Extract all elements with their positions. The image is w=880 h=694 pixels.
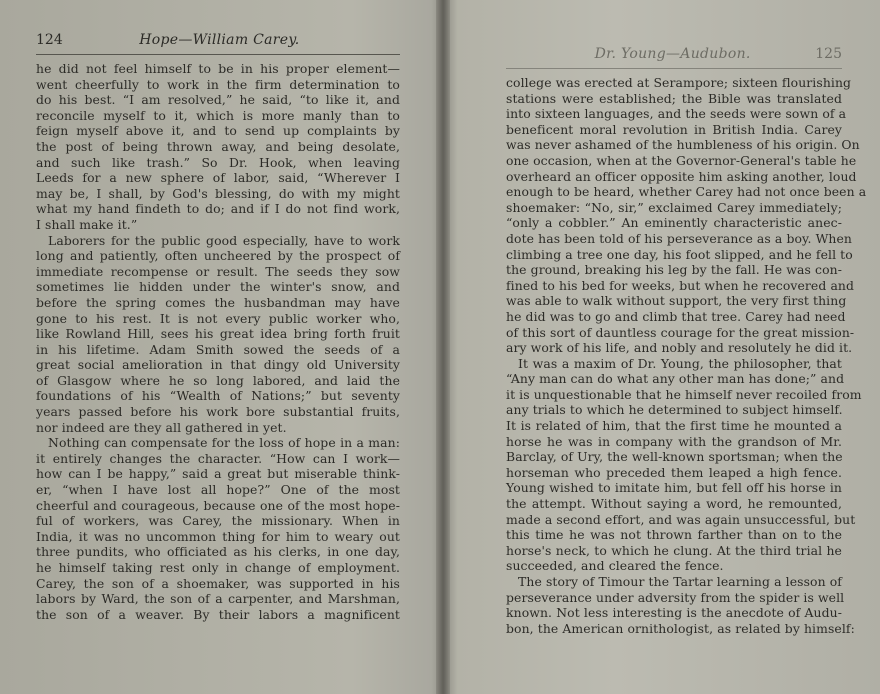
text-line: “Any man can do what any other man has done;” and — [506, 371, 845, 387]
text-line: It was a maxim of Dr. Young, the philosopher, that — [518, 355, 842, 371]
text-line: succeeded, and cleared the fence. — [506, 558, 724, 574]
text-line: college was erected at Serampore; sixteen flourishing — [506, 75, 852, 90]
text-line: “only a cobbler.” An eminently characteristic anec- — [506, 215, 842, 231]
text-line: climbing a tree one day, his foot slipped, and he fell to — [506, 246, 853, 262]
text-line: The story of Timour the Tartar learning a lesson of — [518, 574, 842, 589]
text-line: enough to be heard, whether Carey had not once been a — [506, 184, 867, 200]
text-line: perseverance under adversity from the spider is well — [506, 589, 845, 605]
text-line: do his best. “I am resolved,” he said, “to like it, and — [36, 92, 400, 108]
right-head-rule — [506, 68, 842, 69]
text-line: made a second effort, and was again unsuccessful, but — [506, 511, 856, 527]
text-line: of Glasgow where he so long labored, and laid the — [36, 372, 400, 388]
text-line: and such like trash.” So Dr. Hook, when leaving — [36, 154, 400, 170]
right-page-body — [506, 75, 867, 636]
text-line: bon, the American ornithologist, as related by himself: — [506, 620, 855, 636]
text-line: one occasion, when at the Governor-General's table he — [506, 152, 857, 168]
text-line: Young wished to imitate him, but fell off his horse in — [506, 480, 842, 496]
text-line: it is unquestionable that he himself never recoiled from — [506, 386, 862, 402]
text-line: long and patiently, often uncheered by the prospect of — [36, 248, 400, 264]
text-line: was able to walk without support, the very first thing — [506, 293, 847, 309]
text-line: feign myself above it, and to send up complaints by — [36, 123, 400, 139]
text-line: any trials to which he determined to subject himself. — [506, 402, 843, 418]
text-line: it entirely changes the character. “How can I work— — [36, 450, 400, 466]
text-line: shoemaker: “No, sir,” exclaimed Carey immediately; — [506, 199, 842, 215]
text-line: like Rowland Hill, sees his great idea bring forth fruit — [36, 326, 400, 342]
text-line: sometimes lie hidden under the winter's snow, and — [36, 279, 400, 295]
text-line: Carey, the son of a shoemaker, was supported in his — [36, 575, 400, 591]
left-running-title: Hope—William Carey. — [139, 32, 300, 48]
right-page — [446, 0, 880, 694]
text-line: immediate recompense or result. The seeds they sow — [36, 263, 400, 279]
left-head-rule — [36, 54, 400, 55]
text-line: known. Not less interesting is the anecdote of Audu- — [506, 605, 842, 621]
text-line: Nothing can compensate for the loss of hope in a man: — [48, 435, 400, 451]
text-line: of this sort of dauntless courage for the great mission- — [506, 324, 855, 340]
text-line: went cheerfully to work in the firm determination to — [36, 76, 400, 92]
text-line: ful of workers, was Carey, the missionary. When in — [36, 513, 400, 529]
text-line: was never ashamed of the humbleness of his origin. On — [506, 137, 860, 153]
text-line: I shall make it.” — [36, 216, 138, 232]
left-page-body — [36, 61, 400, 622]
right-running-title: Dr. Young—Audubon. — [594, 46, 751, 62]
text-line: into sixteen languages, and the seeds were sown of a — [506, 106, 847, 122]
text-line: he did not feel himself to be in his proper element— — [36, 61, 400, 76]
text-line: cheerful and courageous, because one of the most hope- — [36, 497, 400, 513]
text-line: great social amelioration in that dingy old University — [36, 357, 400, 373]
text-line: he himself taking rest only in change of employment. — [36, 560, 400, 575]
text-line: the son of a weaver. By their labors a magnificent — [36, 606, 400, 622]
text-line: the ground, breaking his leg by the fall. He was con- — [506, 262, 842, 278]
text-line: he did was to go and climb that tree. Carey had need — [506, 308, 846, 324]
text-line: foundations of his “Wealth of Nations;” but seventy — [36, 388, 400, 404]
text-line: horseman who preceded them leaped a high fence. — [506, 464, 842, 480]
text-line: in his lifetime. Adam Smith sowed the seeds of a — [36, 341, 400, 357]
text-line: the attempt. Without saying a word, he remounted, — [506, 496, 842, 512]
text-line: nor indeed are they all gathered in yet. — [36, 419, 287, 435]
text-line: horse he was in company with the grandson of Mr. — [506, 433, 842, 449]
text-line: years passed before his work bore substantial fruits, — [36, 404, 400, 420]
text-line: overheard an officer opposite him asking another, loud — [506, 168, 857, 184]
text-line: reconcile myself to it, which is more manly than to — [36, 107, 400, 123]
text-line: India, it was no uncommon thing for him to weary out — [36, 528, 400, 544]
text-line: how can I be happy,” said a great but miserable think- — [36, 466, 400, 482]
text-line: gone to his rest. It is not every public worker who, — [36, 310, 400, 326]
text-line: Laborers for the public good especially, have to work — [48, 232, 400, 248]
text-line: Leeds for a new sphere of labor, said, “Wherever I — [36, 170, 400, 186]
text-line: er, “when I have lost all hope?” One of the most — [36, 482, 400, 498]
right-page-number: 125 — [815, 46, 842, 62]
left-page-number: 124 — [36, 32, 63, 48]
text-line: horse's neck, to which he clung. At the third trial he — [506, 542, 842, 558]
text-line: fined to his bed for weeks, but when he recovered and — [506, 277, 855, 293]
text-line: stations were established; the Bible was translated — [506, 90, 842, 106]
text-line: dote has been told of his perseverance as a boy. When — [506, 230, 852, 246]
text-line: ary work of his life, and nobly and resolutely he did it. — [506, 340, 853, 356]
text-line: this time he was not thrown farther than on to the — [506, 527, 842, 543]
text-line: before the spring comes the husbandman may have — [36, 294, 400, 310]
text-line: may be, I shall, by God's blessing, do with my might — [36, 185, 400, 201]
text-line: labors by Ward, the son of a carpenter, and Marshman, — [36, 591, 400, 607]
text-line: It is related of him, that the first time he mounted a — [506, 418, 842, 434]
text-line: beneficent moral revolution in British India. Carey — [506, 121, 842, 137]
left-running-head — [36, 32, 400, 52]
text-line: Barclay, of Ury, the well-known sportsman; when the — [506, 449, 843, 465]
text-line: three pundits, who officiated as his clerks, in one day, — [36, 544, 400, 560]
text-line: what my hand findeth to do; and if I do not find work, — [36, 201, 400, 217]
right-running-head — [506, 46, 842, 66]
text-line: the post of being thrown away, and being desolate, — [36, 138, 400, 154]
